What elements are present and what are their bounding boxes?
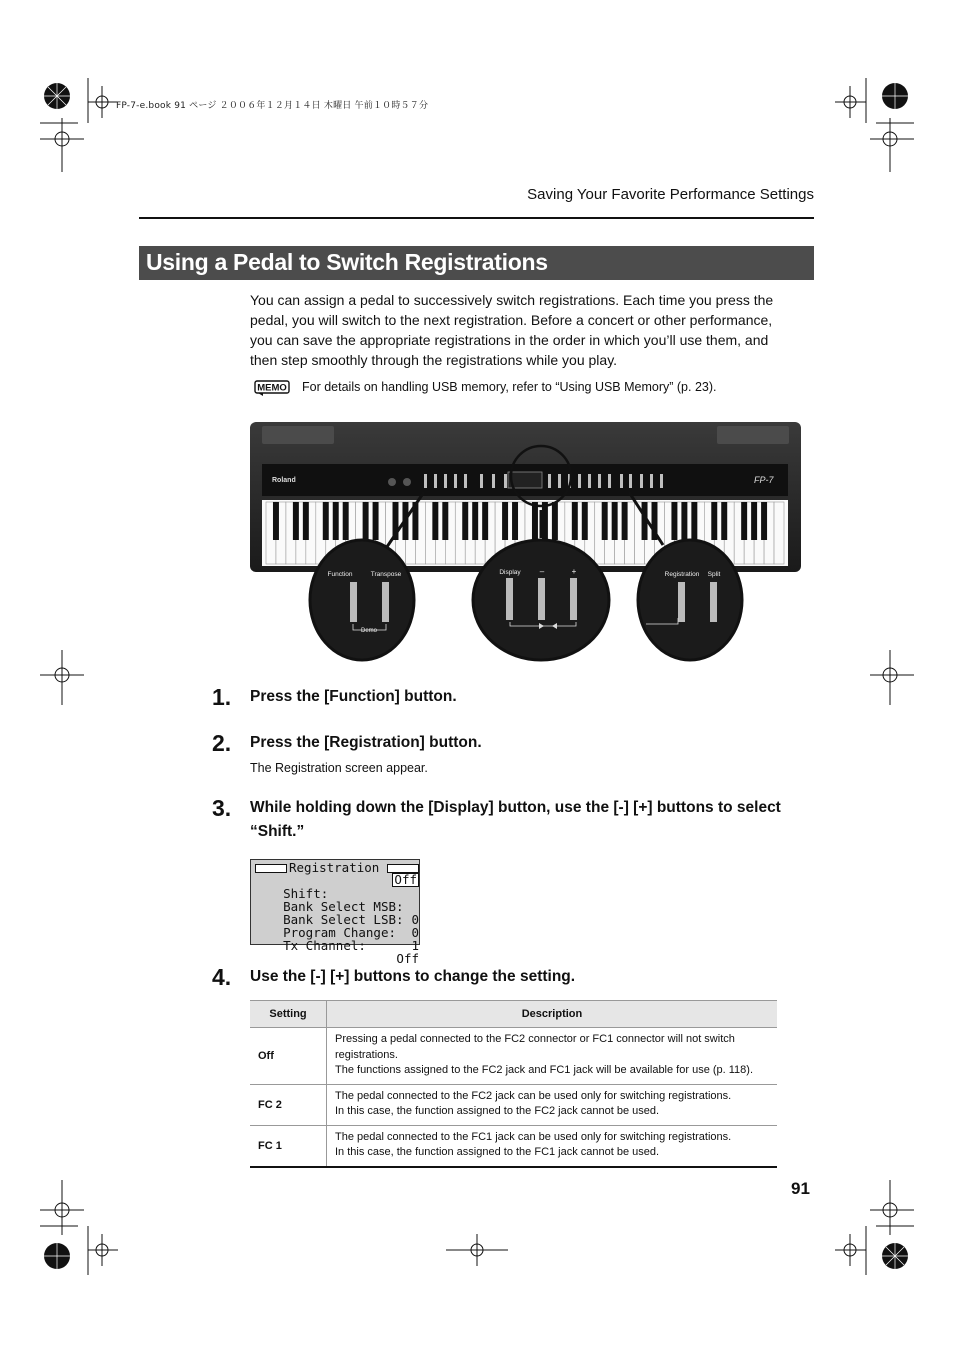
white-key (774, 502, 784, 564)
minus-label: – (539, 567, 545, 576)
black-key (681, 502, 687, 540)
description-cell: Pressing a pedal connected to the FC2 connector or FC1 connector will not switch registrations. The functions assigned to the FC2 jack and FC1 jack will be available for use (p. 118). (327, 1028, 778, 1085)
function-label: Function (327, 571, 353, 578)
lcd-value-selected: Off (394, 872, 417, 887)
svg-text:MEMO: MEMO (257, 382, 287, 394)
step-text-line-1: While holding down the [Display] button, use the [-] [+] buttons to select (250, 799, 781, 816)
split-label: Split (707, 571, 721, 578)
lcd-row: Tx Channel: Off (283, 938, 419, 966)
brand-text: Roland (272, 477, 296, 484)
panel-button (480, 474, 483, 488)
black-key (293, 502, 299, 540)
panel-button (588, 474, 591, 488)
description-cell: The pedal connected to the FC2 jack can be used only for switching registrations. In this case, the function assigned to the FC2 jack cannot be used. (327, 1084, 778, 1125)
lcd-row-shift: Shift: Off (283, 872, 417, 901)
black-key (363, 502, 369, 540)
print-info-line: FP-7-e.book 91 ページ ２００６年１２月１４日 木曜日 午前１０時５７分 (116, 101, 429, 111)
panel-button (504, 474, 507, 488)
black-key (432, 502, 438, 540)
lcd-row: Program Change: 1 (283, 925, 419, 953)
black-key (462, 502, 468, 540)
running-header: Saving Your Favorite Performance Settings (527, 186, 814, 203)
header-rule (139, 217, 814, 219)
black-key (303, 502, 309, 540)
black-key (602, 502, 608, 540)
lcd-title: Registration (289, 860, 380, 875)
black-key (442, 502, 448, 540)
panel-button (464, 474, 467, 488)
panel-button (444, 474, 447, 488)
setting-cell: FC 1 (250, 1125, 327, 1167)
panel-button (660, 474, 663, 488)
black-key (761, 502, 767, 540)
section-title: Using a Pedal to Switch Registrations (146, 249, 548, 275)
black-key (542, 502, 548, 540)
black-key (671, 502, 677, 540)
panel-button (608, 474, 611, 488)
lcd-row: Bank Select LSB: 0 (283, 912, 419, 940)
section-heading-bar (139, 246, 814, 280)
panel-button (434, 474, 437, 488)
step-number: 1. (212, 684, 232, 710)
step-2-note: The Registration screen appear. (250, 761, 428, 775)
table-row (250, 1084, 777, 1125)
table-header-row (250, 1001, 777, 1028)
transpose-label: Transpose (370, 571, 402, 578)
callout-right (638, 540, 742, 660)
panel-button (598, 474, 601, 488)
panel-button (640, 474, 643, 488)
table-row (250, 1125, 777, 1167)
panel-button (558, 474, 561, 488)
black-key (711, 502, 717, 540)
lcd-row: Bank Select MSB: 0 (283, 899, 419, 927)
description-cell: The pedal connected to the FC1 jack can be used only for switching registrations. In this case, the function assigned to the FC1 jack cannot be used. (327, 1125, 778, 1167)
black-key (532, 502, 538, 540)
black-key (482, 502, 488, 540)
setting-cell: Off (250, 1028, 327, 1085)
header-setting: Setting (250, 1001, 327, 1028)
black-key (323, 502, 329, 540)
black-key (472, 502, 478, 540)
black-key (333, 502, 339, 540)
step-text: Press the [Registration] button. (250, 734, 482, 751)
step-number: 3. (212, 795, 232, 821)
black-key (373, 502, 379, 540)
step-number: 2. (212, 730, 232, 756)
black-key (552, 502, 558, 540)
page-number: 91 (791, 1179, 810, 1198)
black-key (502, 502, 508, 540)
step-text-line-2: “Shift.” (250, 823, 305, 840)
black-key (273, 502, 279, 540)
panel-button (492, 474, 495, 488)
panel-button (629, 474, 632, 488)
fp7-panel-illustration (248, 420, 803, 665)
memo-icon (254, 378, 290, 396)
panel-button (650, 474, 653, 488)
settings-table (250, 1000, 777, 1168)
table-row (250, 1028, 777, 1085)
demo-label: Demo (360, 628, 378, 634)
black-key (512, 502, 518, 540)
memo-text: For details on handling USB memory, refer to “Using USB Memory” (p. 23). (302, 380, 717, 394)
step-text: Press the [Function] button. (250, 688, 457, 705)
memo-note (254, 378, 717, 396)
black-key (622, 502, 628, 540)
black-key (582, 502, 588, 540)
callout-left (310, 540, 414, 660)
panel-button (424, 474, 427, 488)
model-text: FP-7 (754, 475, 774, 485)
registration-lcd-screen (250, 859, 420, 966)
black-key (691, 502, 697, 540)
black-key (751, 502, 757, 540)
setting-cell: FC 2 (250, 1084, 327, 1125)
black-key (721, 502, 727, 540)
header-description: Description (327, 1001, 778, 1028)
step-text: Use the [-] [+] buttons to change the setting. (250, 968, 576, 985)
display-label: Display (499, 569, 521, 576)
fp7-panel-graphic (248, 420, 803, 665)
step-number: 4. (212, 964, 232, 990)
black-key (572, 502, 578, 540)
intro-paragraph: You can assign a pedal to successively switch registrations. Each time you press the pedal, you will switch to the next registration. Before a concert or other performance, you can save the appropriate registrations in the order in which you’ll use them, and then step smoothly through the registrations while you play. (250, 292, 774, 368)
panel-button (548, 474, 551, 488)
callout-center (473, 540, 609, 660)
panel-button (620, 474, 623, 488)
black-key (343, 502, 349, 540)
panel-button (454, 474, 457, 488)
registration-label: Registration (664, 571, 700, 578)
black-key (612, 502, 618, 540)
black-key (741, 502, 747, 540)
plus-label: + (571, 567, 577, 576)
panel-button (578, 474, 581, 488)
